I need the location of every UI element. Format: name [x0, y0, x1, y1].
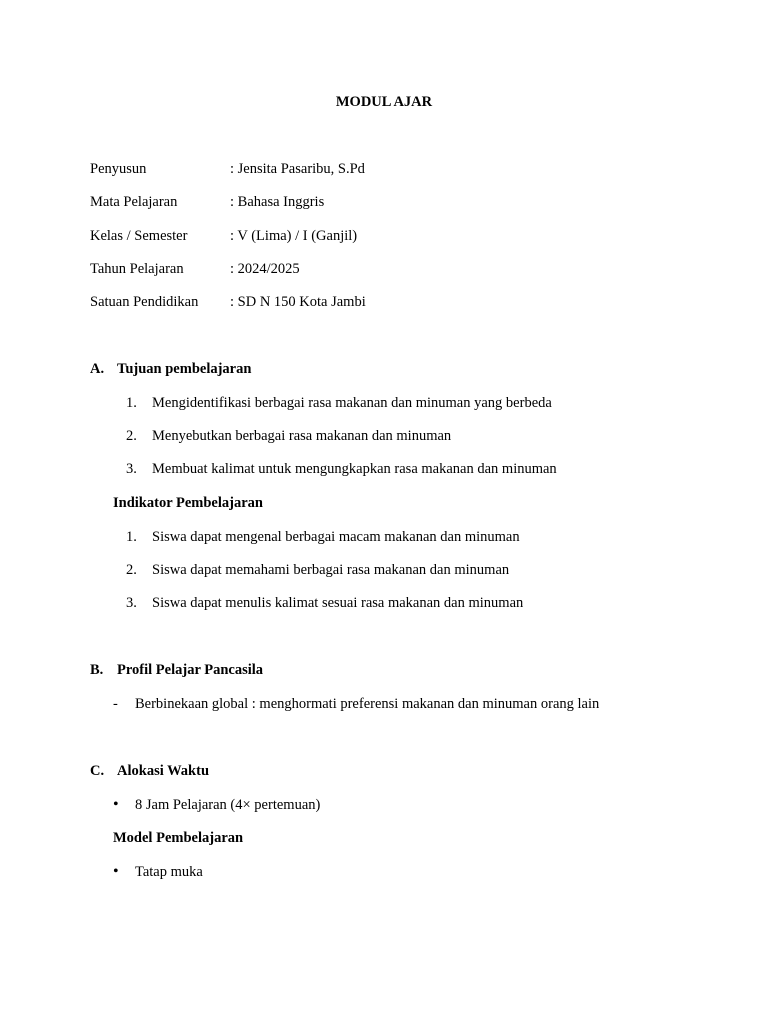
info-value: : Bahasa Inggris: [230, 194, 325, 210]
list-text: Siswa dapat menulis kalimat sesuai rasa makanan dan minuman: [152, 595, 524, 611]
info-label: Tahun Pelajaran: [90, 261, 184, 277]
section-title: Tujuan pembelajaran: [117, 361, 252, 377]
list-text: Tatap muka: [135, 864, 203, 880]
info-value: : 2024/2025: [230, 261, 300, 277]
section-letter: B.: [90, 662, 104, 678]
list-text: Mengidentifikasi berbagai rasa makanan dan minuman yang berbeda: [152, 395, 552, 411]
list-text: Siswa dapat memahami berbagai rasa makanan dan minuman: [152, 562, 510, 578]
list-number: 2.: [126, 562, 137, 578]
list-number: 3.: [126, 461, 137, 477]
section-letter: A.: [90, 361, 105, 377]
bullet-marker: •: [113, 796, 119, 813]
list-text: Siswa dapat mengenal berbagai macam makanan dan minuman: [152, 529, 520, 545]
section-title: Alokasi Waktu: [117, 763, 210, 779]
indicator-heading: Indikator Pembelajaran: [113, 495, 263, 511]
bullet-marker: •: [113, 863, 119, 880]
info-label: Satuan Pendidikan: [90, 294, 199, 310]
list-text: 8 Jam Pelajaran (4× pertemuan): [135, 797, 321, 813]
model-heading: Model Pembelajaran: [113, 830, 244, 846]
dash-marker: -: [113, 696, 118, 712]
list-text: Berbinekaan global : menghormati preferensi makanan dan minuman orang lain: [135, 696, 600, 712]
info-value: : V (Lima) / I (Ganjil): [230, 228, 358, 244]
info-label: Penyusun: [90, 161, 147, 177]
list-text: Membuat kalimat untuk mengungkapkan rasa makanan dan minuman: [152, 461, 557, 477]
list-text: Menyebutkan berbagai rasa makanan dan minuman: [152, 428, 452, 444]
section-title: Profil Pelajar Pancasila: [117, 662, 264, 678]
info-label: Mata Pelajaran: [90, 194, 178, 210]
info-value: : Jensita Pasaribu, S.Pd: [230, 161, 365, 177]
info-label: Kelas / Semester: [90, 228, 188, 244]
list-number: 2.: [126, 428, 137, 444]
list-number: 3.: [126, 595, 137, 611]
section-a-heading: [90, 359, 251, 379]
info-value: : SD N 150 Kota Jambi: [230, 294, 366, 310]
section-b-heading: [90, 660, 263, 680]
section-letter: C.: [90, 763, 105, 779]
document-title: MODUL AJAR: [335, 94, 433, 110]
list-number: 1.: [126, 395, 137, 411]
section-c-heading: [90, 761, 209, 781]
list-number: 1.: [126, 529, 137, 545]
